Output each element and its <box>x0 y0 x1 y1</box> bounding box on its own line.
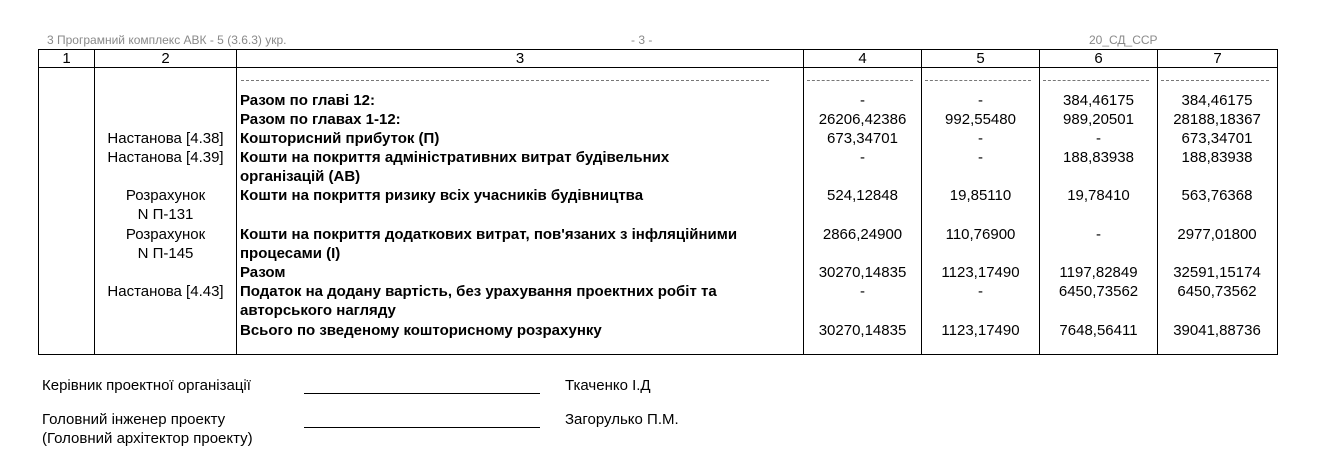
row-value-col5: - <box>978 283 983 300</box>
page-number: - 3 - <box>631 33 653 47</box>
column-number-row <box>38 49 1278 68</box>
row-value-col4: 30270,14835 <box>818 264 907 281</box>
row-reference: Розрахунок <box>125 187 206 204</box>
row-value-col5: - <box>978 92 983 109</box>
row-value-col7: 39041,88736 <box>1173 322 1261 339</box>
row-value-col6: 1197,82849 <box>1059 264 1138 281</box>
row-value-col7: 384,46175 <box>1181 92 1253 109</box>
row-value-col5: 1123,17490 <box>941 322 1020 339</box>
row-value-col6: 6450,73562 <box>1058 283 1139 300</box>
program-header: 3 Програмний комплекс АВК - 5 (3.6.3) укр. <box>47 33 287 47</box>
row-name: Кошти на покриття адміністративних витрат будівельних <box>240 149 670 166</box>
row-value-col4: 2866,24900 <box>822 226 903 243</box>
row-name: Кошторисний прибуток (П) <box>240 130 440 147</box>
row-reference-continued: N П-131 <box>137 206 194 223</box>
row-value-col7: 32591,15174 <box>1173 264 1261 281</box>
row-value-col6: 989,20501 <box>1063 111 1134 128</box>
row-value-col4: 30270,14835 <box>818 322 907 339</box>
signature-role-continued: (Головний архітектор проекту) <box>42 430 253 447</box>
column-number: 3 <box>237 50 804 67</box>
row-reference: Настанова [4.43] <box>107 283 224 300</box>
row-value-col7: 673,34701 <box>1181 130 1253 147</box>
signature-role: Керівник проектної організації <box>42 377 251 394</box>
row-value-col6: - <box>1096 130 1101 147</box>
dash-separator <box>807 80 913 81</box>
row-value-col4: - <box>860 92 865 109</box>
row-name-continued: авторського нагляду <box>240 302 396 319</box>
column-number: 4 <box>804 50 922 67</box>
row-value-col7: 6450,73562 <box>1177 283 1257 300</box>
row-value-col7: 28188,18367 <box>1173 111 1261 128</box>
row-value-col6: - <box>1096 226 1101 243</box>
column-divider <box>236 67 237 354</box>
column-number: 1 <box>39 50 95 67</box>
row-value-col5: 1123,17490 <box>941 264 1020 281</box>
row-value-col6: 188,83938 <box>1063 149 1134 166</box>
row-value-col7: 188,83938 <box>1181 149 1253 166</box>
row-value-col4: 26206,42386 <box>818 111 907 128</box>
row-name-continued: організацій (АВ) <box>240 168 361 185</box>
row-value-col4: - <box>860 149 865 166</box>
column-number: 7 <box>1213 50 1222 67</box>
column-number: 6 <box>1040 50 1158 67</box>
row-name: Кошти на покриття ризику всіх учасників будівництва <box>240 187 644 204</box>
column-number: 5 <box>922 50 1040 67</box>
row-value-col5: 19,85110 <box>949 187 1012 204</box>
row-value-col6: 384,46175 <box>1063 92 1134 109</box>
row-name: Разом по главах 1-12: <box>240 111 401 128</box>
row-value-col7: 563,76368 <box>1181 187 1253 204</box>
signature-line <box>304 427 540 428</box>
dash-separator <box>241 80 769 81</box>
dash-separator <box>925 80 1031 81</box>
row-value-col4: 524,12848 <box>827 187 898 204</box>
row-value-col5: - <box>978 149 983 166</box>
estimate-table-body <box>38 67 1278 355</box>
row-value-col6: 7648,56411 <box>1059 322 1138 339</box>
row-value-col6: 19,78410 <box>1067 187 1130 204</box>
row-reference: Настанова [4.39] <box>107 149 224 166</box>
signature-person: Загорулько П.М. <box>565 411 679 428</box>
dash-separator <box>1043 80 1149 81</box>
row-value-col5: 992,55480 <box>945 111 1016 128</box>
row-name: Кошти на покриття додаткових витрат, пов'язаних з інфляційними <box>240 226 738 243</box>
row-name: Разом по главі 12: <box>240 92 376 109</box>
column-number: 2 <box>95 50 237 67</box>
signature-person: Ткаченко І.Д <box>565 377 651 394</box>
signature-role: Головний інженер проекту <box>42 411 226 428</box>
row-value-col7: 2977,01800 <box>1177 226 1257 243</box>
row-value-col5: 110,76900 <box>945 226 1016 243</box>
document-code: 20_СД_ССР <box>1089 33 1158 47</box>
row-value-col4: 673,34701 <box>827 130 898 147</box>
row-name: Разом <box>240 264 286 281</box>
row-reference: Настанова [4.38] <box>107 130 224 147</box>
row-value-col5: - <box>978 130 983 147</box>
row-value-col4: - <box>860 283 865 300</box>
dash-separator <box>1161 80 1269 81</box>
row-reference: Розрахунок <box>125 226 206 243</box>
row-reference-continued: N П-145 <box>137 245 194 262</box>
signature-line <box>304 393 540 394</box>
row-name-continued: процесами (І) <box>240 245 341 262</box>
row-name: Податок на додану вартість, без урахування проектних робіт та <box>240 283 717 300</box>
row-name: Всього по зведеному кошторисному розрахунку <box>240 322 602 339</box>
